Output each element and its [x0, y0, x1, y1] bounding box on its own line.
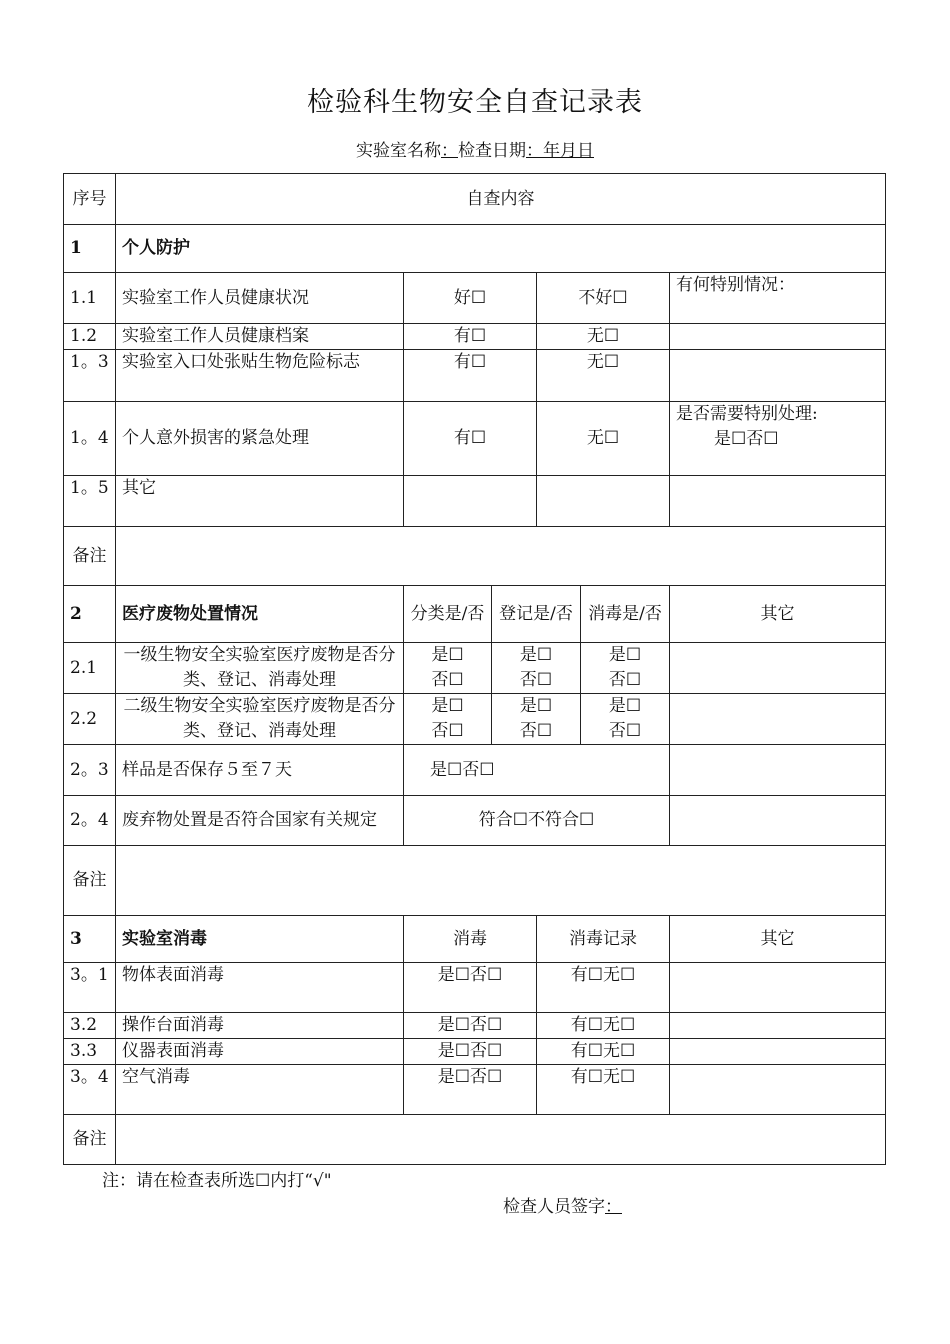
section-title: 医疗废物处置情况: [116, 586, 404, 643]
table-row: [64, 796, 886, 846]
record-options[interactable]: 有☐无☐: [537, 1013, 670, 1039]
table-row: [64, 643, 886, 694]
remark-row: [64, 846, 886, 916]
remark-label: 备注: [64, 1115, 116, 1165]
row-num: 3。4: [64, 1065, 116, 1115]
table-row: [64, 476, 886, 527]
option-yes[interactable]: 有☐: [404, 402, 537, 476]
remark-field[interactable]: [116, 1115, 886, 1165]
special-handling-options[interactable]: 是☐否☐: [714, 429, 779, 449]
table-row: [64, 694, 886, 745]
col-classify-header: 分类是/否: [404, 586, 492, 643]
classify-options[interactable]: 是☐ 否☐: [404, 643, 492, 694]
special-handling-question: 是否需要特别处理:: [676, 404, 818, 424]
lab-name-label: 实验室名称: [356, 141, 441, 161]
page-title: 检验科生物安全自查记录表: [307, 87, 643, 118]
table-row: [64, 1065, 886, 1115]
option-no[interactable]: 无☐: [537, 402, 670, 476]
option-no[interactable]: 无☐: [537, 350, 670, 402]
date-label: 检查日期: [458, 141, 526, 161]
row-item: 实验室工作人员健康状况: [116, 273, 404, 324]
row-num: 1.2: [64, 324, 116, 350]
row-num: 3.2: [64, 1013, 116, 1039]
special-situation[interactable]: 有何特别情况：: [670, 273, 886, 324]
row-item: 实验室入口处张贴生物危险标志: [116, 350, 404, 402]
row-num: 1。3: [64, 350, 116, 402]
col-register-header: 登记是/否: [492, 586, 581, 643]
row-num: 3.3: [64, 1039, 116, 1065]
date-field[interactable]: 年月日: [543, 141, 594, 161]
record-options[interactable]: 有☐无☐: [537, 1039, 670, 1065]
option-yes[interactable]: 有☐: [404, 350, 537, 402]
table-row: [64, 963, 886, 1013]
row-item: 样品是否保存５至７天: [116, 745, 404, 796]
row-num: 2.2: [64, 694, 116, 745]
other-cell[interactable]: [670, 963, 886, 1013]
remark-row: [64, 527, 886, 586]
row-item: 实验室工作人员健康档案: [116, 324, 404, 350]
table-header-row: [64, 174, 886, 225]
signature-line: [503, 1192, 622, 1217]
disinfect-options[interactable]: 是☐ 否☐: [581, 643, 670, 694]
disinfect-options[interactable]: 是☐否☐: [404, 1013, 537, 1039]
col-other-header: 其它: [670, 916, 886, 963]
section-title: 个人防护: [116, 225, 886, 273]
col-other-header: 其它: [670, 586, 886, 643]
option-yes[interactable]: 有☐: [404, 324, 537, 350]
row-item: 一级生物安全实验室医疗废物是否分类、登记、消毒处理: [116, 643, 404, 694]
signature-label: 检查人员签字: [503, 1197, 605, 1217]
other-cell[interactable]: [670, 1065, 886, 1115]
table-row: [64, 273, 886, 324]
header-line: [0, 136, 950, 161]
special-handling: [670, 402, 886, 476]
table-row: [64, 1039, 886, 1065]
col-disinfect-header: 消毒: [404, 916, 537, 963]
col-disinfect-header: 消毒是/否: [581, 586, 670, 643]
remark-row: [64, 1115, 886, 1165]
row-item: 操作台面消毒: [116, 1013, 404, 1039]
disinfect-options[interactable]: 是☐否☐: [404, 963, 537, 1013]
other-cell[interactable]: [670, 796, 886, 846]
other-cell[interactable]: [670, 745, 886, 796]
disinfect-options[interactable]: 是☐否☐: [404, 1065, 537, 1115]
table-row: [64, 350, 886, 402]
date-colon: ：: [526, 141, 543, 161]
content-header: 自查内容: [116, 174, 886, 225]
table-row: [64, 324, 886, 350]
remark-label: 备注: [64, 846, 116, 916]
register-options[interactable]: 是☐ 否☐: [492, 643, 581, 694]
row-num: 1.1: [64, 273, 116, 324]
extra-cell[interactable]: [670, 324, 886, 350]
record-options[interactable]: 有☐无☐: [537, 963, 670, 1013]
row-num: 2.1: [64, 643, 116, 694]
table-row: [64, 1013, 886, 1039]
option-no[interactable]: 无☐: [537, 324, 670, 350]
extra-cell[interactable]: [670, 476, 886, 527]
seq-header: 序号: [64, 174, 116, 225]
row-num: 1。4: [64, 402, 116, 476]
row-item: 个人意外损害的紧急处理: [116, 402, 404, 476]
checklist-table: [63, 173, 886, 1165]
row-item: 空气消毒: [116, 1065, 404, 1115]
other-cell[interactable]: [670, 643, 886, 694]
empty-cell[interactable]: [404, 476, 537, 527]
extra-cell[interactable]: [670, 350, 886, 402]
classify-options[interactable]: 是☐ 否☐: [404, 694, 492, 745]
section-num: 3: [64, 916, 116, 963]
signature-field[interactable]: ：: [605, 1197, 622, 1217]
section-2-header: [64, 586, 886, 643]
section-num: 2: [64, 586, 116, 643]
row-item: 仪器表面消毒: [116, 1039, 404, 1065]
row-num: 2。3: [64, 745, 116, 796]
row-item: 废弃物处置是否符合国家有关规定: [116, 796, 404, 846]
record-options[interactable]: 有☐无☐: [537, 1065, 670, 1115]
remark-field[interactable]: [116, 846, 886, 916]
disinfect-options[interactable]: 是☐ 否☐: [581, 694, 670, 745]
remark-label: 备注: [64, 527, 116, 586]
table-row: [64, 402, 886, 476]
option-bad[interactable]: 不好☐: [537, 273, 670, 324]
register-options[interactable]: 是☐ 否☐: [492, 694, 581, 745]
disinfect-options[interactable]: 是☐否☐: [404, 1039, 537, 1065]
footer-note: 注：请在检查表所选☐内打“√": [102, 1171, 332, 1191]
section-title: 实验室消毒: [116, 916, 404, 963]
row-item: 物体表面消毒: [116, 963, 404, 1013]
option-good[interactable]: 好☐: [404, 273, 537, 324]
col-record-header: 消毒记录: [537, 916, 670, 963]
empty-cell[interactable]: [537, 476, 670, 527]
table-row: [64, 745, 886, 796]
other-cell[interactable]: [670, 694, 886, 745]
section-3-header: [64, 916, 886, 963]
row-item: 其它: [116, 476, 404, 527]
row-num: 1。5: [64, 476, 116, 527]
storage-options[interactable]: 是☐否☐: [404, 745, 670, 796]
remark-field[interactable]: [116, 527, 886, 586]
row-num: 3。1: [64, 963, 116, 1013]
row-num: 2。4: [64, 796, 116, 846]
lab-name-field[interactable]: ：: [441, 141, 458, 161]
other-cell[interactable]: [670, 1013, 886, 1039]
other-cell[interactable]: [670, 1039, 886, 1065]
row-item: 二级生物安全实验室医疗废物是否分类、登记、消毒处理: [116, 694, 404, 745]
compliance-options[interactable]: 符合☐不符合☐: [404, 796, 670, 846]
section-1-header: [64, 225, 886, 273]
section-num: 1: [64, 225, 116, 273]
